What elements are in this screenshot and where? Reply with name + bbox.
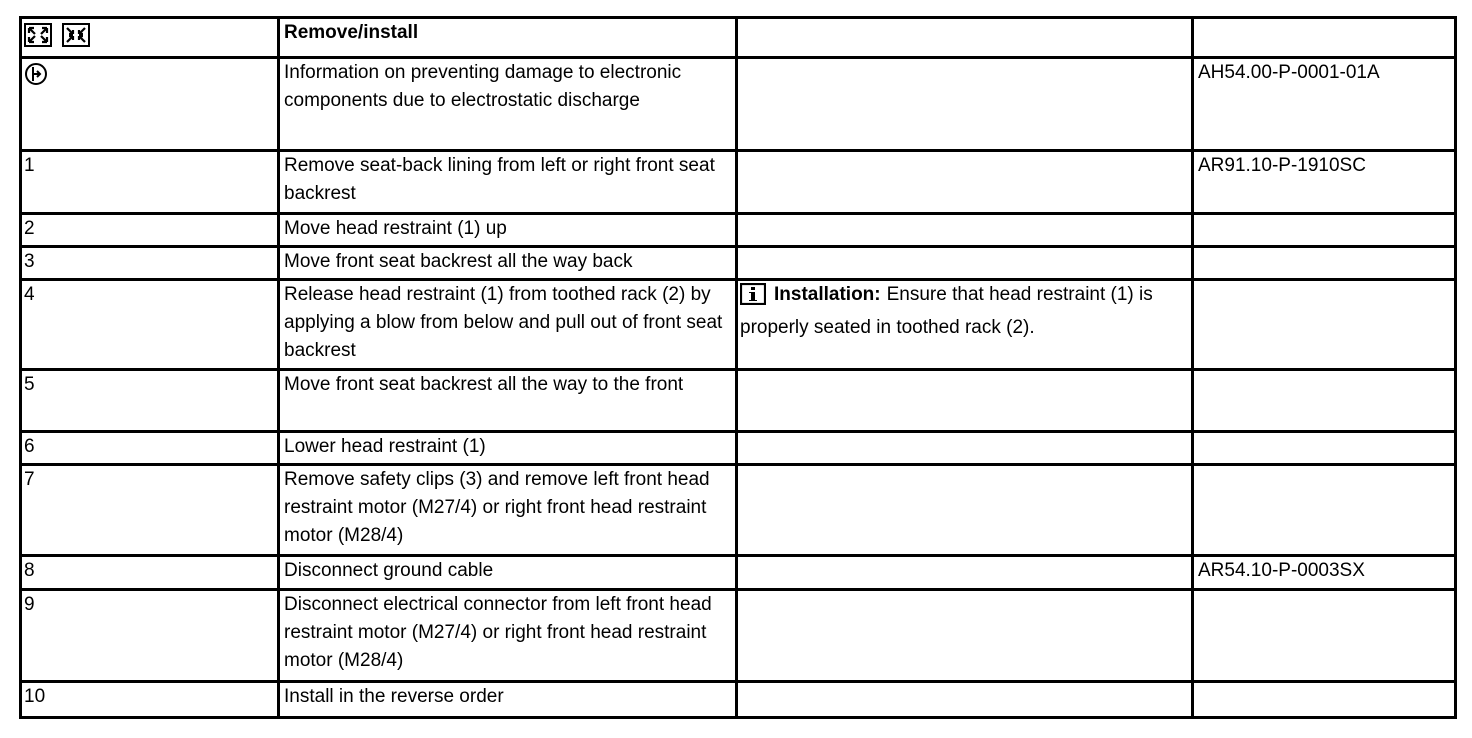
- step-number: 3: [21, 247, 279, 280]
- reference-cell: [1193, 280, 1456, 370]
- step-text: Move front seat backrest all the way back: [279, 247, 737, 280]
- note-cell: [737, 370, 1193, 432]
- table-row: [21, 556, 1456, 590]
- note-cell: [737, 280, 1193, 370]
- reference-cell: [1193, 370, 1456, 432]
- table-row: [21, 151, 1456, 214]
- step-text: Move front seat backrest all the way to the front: [279, 370, 737, 432]
- reference-link[interactable]: AH54.00-P-0001-01A: [1193, 58, 1456, 151]
- step-text: Remove safety clips (3) and remove left front head restraint motor (M27/4) or right front head restraint motor (M28/4): [279, 465, 737, 556]
- step-text: Release head restraint (1) from toothed rack (2) by applying a blow from below and pull out of front seat backrest: [279, 280, 737, 370]
- table-row: [21, 465, 1456, 556]
- esd-warning-icon: [24, 62, 48, 95]
- header-ref-cell: [1193, 18, 1456, 58]
- step-number: 2: [21, 214, 279, 247]
- step-text: Lower head restraint (1): [279, 432, 737, 465]
- note-cell: [737, 432, 1193, 465]
- step-number: 8: [21, 556, 279, 590]
- step-number: 7: [21, 465, 279, 556]
- reference-cell: [1193, 247, 1456, 280]
- note-label: Installation:: [774, 284, 881, 305]
- step-number: 6: [21, 432, 279, 465]
- note-cell: [737, 151, 1193, 214]
- collapse-all-icon[interactable]: [62, 23, 90, 56]
- table-row: [21, 280, 1456, 370]
- note-cell: [737, 590, 1193, 682]
- note-cell: [737, 58, 1193, 151]
- reference-cell: [1193, 214, 1456, 247]
- note-cell: [737, 556, 1193, 590]
- table-row: [21, 370, 1456, 432]
- step-number: 1: [21, 151, 279, 214]
- info-icon: [740, 283, 766, 314]
- step-text: Install in the reverse order: [279, 682, 737, 718]
- step-text: Information on preventing damage to electronic components due to electrostatic discharge: [279, 58, 737, 151]
- header-icons-cell: [21, 18, 279, 58]
- table-row: [21, 682, 1456, 718]
- reference-link[interactable]: AR91.10-P-1910SC: [1193, 151, 1456, 214]
- step-number: 9: [21, 590, 279, 682]
- note-cell: [737, 465, 1193, 556]
- step-number: 5: [21, 370, 279, 432]
- header-row: [21, 18, 1456, 58]
- reference-cell: [1193, 590, 1456, 682]
- note-text: Ensure that head restraint (1) is properly seated in toothed rack (2).: [740, 284, 1153, 338]
- step-number: 10: [21, 682, 279, 718]
- step-cell: [21, 58, 279, 151]
- note-cell: [737, 682, 1193, 718]
- reference-link[interactable]: AR54.10-P-0003SX: [1193, 556, 1456, 590]
- step-text: Disconnect ground cable: [279, 556, 737, 590]
- procedure-table: [19, 16, 1457, 719]
- expand-all-icon[interactable]: [24, 23, 52, 56]
- table-row: [21, 247, 1456, 280]
- header-title: Remove/install: [279, 18, 737, 58]
- table-row: [21, 590, 1456, 682]
- reference-cell: [1193, 432, 1456, 465]
- table-row: [21, 58, 1456, 151]
- reference-cell: [1193, 465, 1456, 556]
- step-text: Move head restraint (1) up: [279, 214, 737, 247]
- header-note-cell: [737, 18, 1193, 58]
- table-row: [21, 214, 1456, 247]
- step-text: Disconnect electrical connector from left front head restraint motor (M27/4) or right front head restraint motor (M28/4): [279, 590, 737, 682]
- step-text: Remove seat-back lining from left or right front seat backrest: [279, 151, 737, 214]
- note-cell: [737, 214, 1193, 247]
- step-number: 4: [21, 280, 279, 370]
- reference-cell: [1193, 682, 1456, 718]
- table-row: [21, 432, 1456, 465]
- note-cell: [737, 247, 1193, 280]
